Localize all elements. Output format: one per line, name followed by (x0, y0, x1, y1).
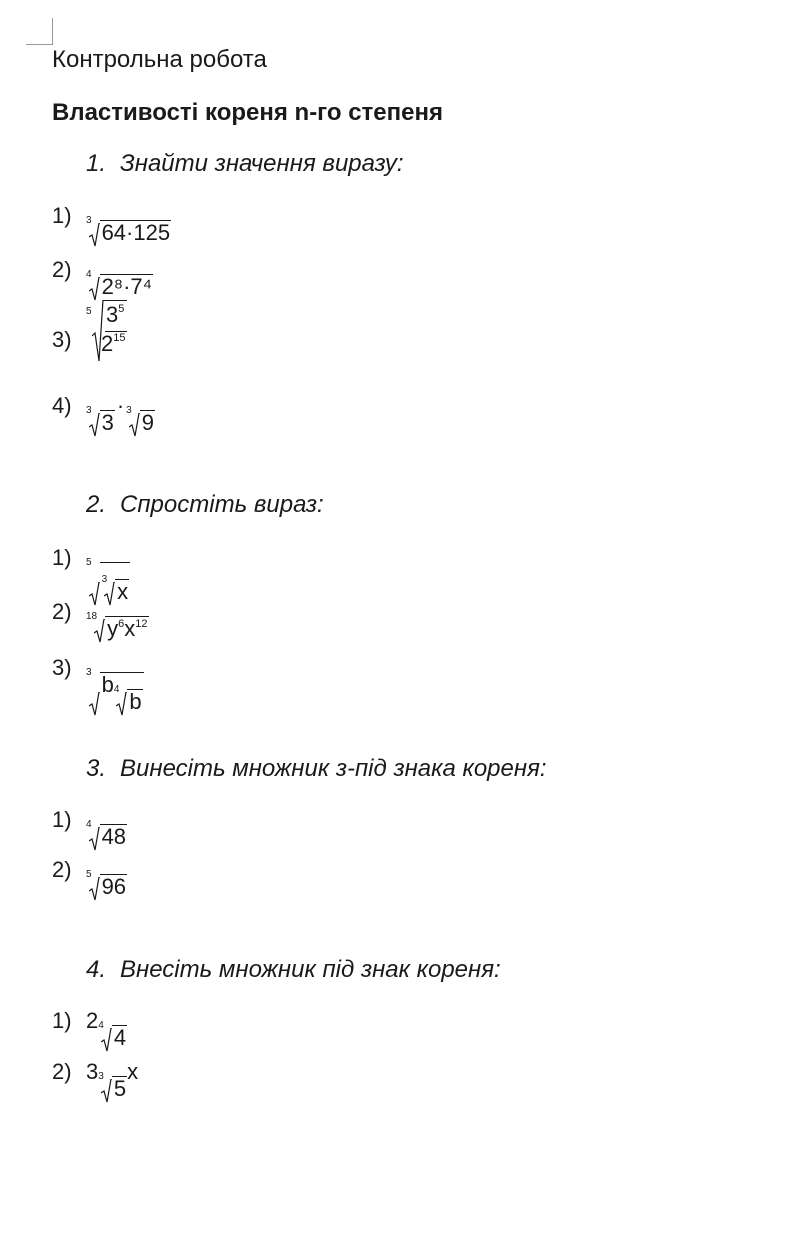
math-expression (86, 598, 149, 641)
math-expression (86, 806, 127, 849)
radical-index: 5 (86, 869, 92, 880)
radical-index: 4 (86, 819, 92, 830)
radical-sign-icon (89, 277, 100, 299)
radical (98, 1071, 127, 1101)
radical (86, 405, 115, 435)
numerator: $3^5$ (106, 302, 125, 327)
multiply-operator: · (116, 393, 125, 418)
radicand: x (117, 579, 129, 604)
coefficient: 3 (86, 1059, 99, 1084)
task-4-heading (86, 956, 501, 984)
radical-index: 3 (86, 667, 92, 678)
task-2-item-3 (52, 654, 752, 714)
task-4-item-1 (52, 1007, 752, 1050)
radical (126, 405, 155, 435)
item-label: 2) (52, 599, 72, 624)
fraction-radical (86, 300, 146, 362)
radical-index: 5 (86, 306, 92, 317)
task-3-item-2 (52, 856, 752, 899)
radical-sign-icon (89, 223, 100, 245)
task-number: 4. (86, 956, 107, 983)
task-title: Винесіть множник з-під знака кореня: (120, 755, 547, 782)
task-2-item-2 (52, 598, 752, 641)
radicand: 48 (101, 824, 127, 849)
task-2-heading (86, 491, 324, 519)
task-2-item-1 (52, 544, 752, 604)
inner-radical (113, 684, 143, 714)
radical-sign-icon (101, 1028, 112, 1050)
item-label: 1) (52, 545, 72, 570)
radicand: b (129, 689, 142, 714)
radicand: 9 (141, 410, 154, 435)
coefficient: 2 (86, 1008, 99, 1033)
document-subtitle: Властивості кореня n-го степеня (52, 99, 443, 126)
math-expression (86, 654, 144, 714)
radical-sign-icon (116, 692, 127, 714)
radical-index: 4 (98, 1020, 104, 1031)
task-number: 3. (86, 755, 107, 782)
item-label: 3) (52, 327, 72, 352)
radical (86, 819, 127, 849)
item-label: 4) (52, 393, 72, 418)
task-title: Внесіть множник під знак кореня: (120, 956, 501, 983)
radical-index: 3 (86, 405, 92, 416)
radical-bar (103, 300, 127, 301)
math-expression (86, 256, 153, 299)
math-expression (86, 202, 171, 245)
task-1-item-3 (52, 302, 752, 366)
radicand: 5 (113, 1076, 127, 1101)
task-4-item-2 (52, 1058, 752, 1101)
radicand: $y^6x^{12}$ (107, 616, 148, 641)
suffix-variable: x (127, 1059, 139, 1084)
math-expression (86, 392, 155, 435)
task-title: Знайти значення виразу: (120, 150, 404, 177)
radical-sign-icon (89, 877, 100, 899)
task-title: Спростіть вираз: (120, 491, 324, 518)
radical-index: 3 (101, 574, 108, 585)
item-label: 2) (52, 257, 72, 282)
radical-sign-icon (89, 692, 100, 714)
radical (86, 269, 153, 299)
radical (86, 869, 127, 899)
item-label: 1) (52, 1008, 72, 1033)
coefficient: b (101, 672, 114, 697)
radical-index: 3 (126, 405, 132, 416)
radical-sign-icon (89, 413, 100, 435)
radical-sign-icon (129, 413, 140, 435)
item-label: 2) (52, 857, 72, 882)
page-corner-mark (26, 18, 53, 45)
task-number: 2. (86, 491, 107, 518)
item-label: 1) (52, 203, 72, 228)
radical (86, 667, 144, 714)
math-expression (86, 544, 130, 604)
item-label: 2) (52, 1059, 72, 1084)
radical-index: 18 (86, 611, 98, 622)
math-expression (86, 856, 127, 899)
task-1-item-4 (52, 392, 752, 435)
task-1-item-2 (52, 256, 752, 299)
task-1-heading (86, 150, 404, 178)
task-number: 1. (86, 150, 107, 177)
radical-sign-icon (89, 827, 100, 849)
radical-index: 5 (86, 557, 92, 568)
radicand: 2⁸·7⁴ (101, 274, 153, 299)
radical (86, 611, 149, 641)
denominator: $2^{15}$ (101, 331, 126, 356)
document-title: Контрольна робота (52, 46, 267, 73)
radical (98, 1020, 127, 1050)
item-label: 3) (52, 655, 72, 680)
task-3-heading (86, 755, 547, 783)
radicand: 64·125 (101, 220, 171, 245)
radical-sign-icon (94, 619, 105, 641)
radical-index: 4 (113, 684, 120, 695)
radical (86, 215, 171, 245)
radicand: 3 (101, 410, 114, 435)
radical-index: 3 (98, 1071, 104, 1082)
item-label: 1) (52, 807, 72, 832)
task-1-item-1 (52, 202, 752, 245)
task-3-item-1 (52, 806, 752, 849)
math-expression (86, 1058, 138, 1101)
radicand: 96 (101, 874, 127, 899)
math-expression (86, 1007, 127, 1050)
radical-sign-icon (101, 1079, 112, 1101)
radical-index: 4 (86, 269, 92, 280)
radical-index: 3 (86, 215, 92, 226)
radicand: 4 (113, 1025, 127, 1050)
